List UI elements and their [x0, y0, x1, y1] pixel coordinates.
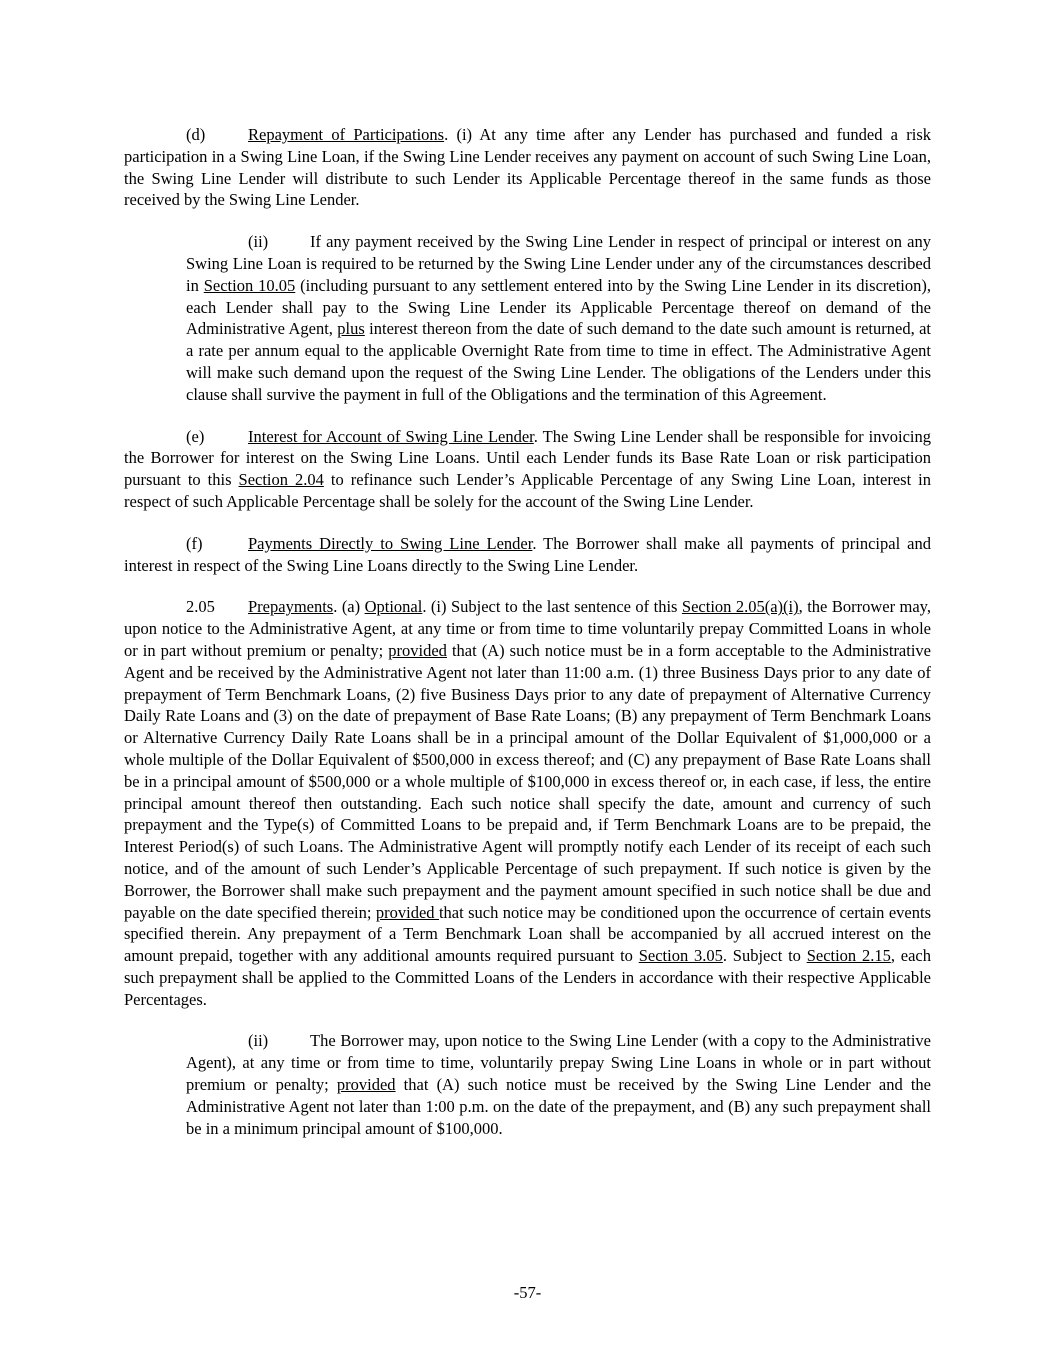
heading-optional: Optional	[364, 597, 423, 617]
paragraph-a-ii: (ii) The Borrower may, upon notice to the Swing Line Lender (with a copy to the Administrative Agent), at any time or from time to time, voluntarily prepay Swing Line Loans in whole or in part without premium or penalty; provided that (A) such notice must be received by the Swing Line Lender and the Administrative Agent not later than 1:00 p.m. on the date of the prepayment, and (B) any such prepayment shall be in a minimum principal amount of $100,000.	[186, 1031, 932, 1138]
section-number: 2.05	[186, 597, 215, 617]
document-body	[124, 124, 931, 1139]
paragraph-d: (d) Repayment of Participations. (i) At any time after any Lender has purchased and funded a risk participation in a Swing Line Loan, if the Swing Line Lender receives any payment on account of such Swing Line Loan, the Swing Line Lender will distribute to such Lender its Applicable Percentage thereof in the same funds as those received by the Swing Line Lender.	[124, 125, 931, 210]
emphasis-term: plus	[337, 319, 365, 339]
paragraph-number: (ii)	[248, 232, 269, 252]
emphasis-term: provided	[375, 902, 439, 922]
paragraph-number: (ii)	[248, 1031, 269, 1051]
emphasis-term: provided	[336, 1075, 396, 1095]
paragraph-number: (f)	[186, 533, 203, 553]
cross-reference: Section 3.05	[638, 946, 723, 966]
heading-payments-directly: Payments Directly to Swing Line Lender	[248, 533, 533, 553]
heading-repayment-of-participations: Repayment of Participations	[248, 125, 445, 144]
cross-reference: Section 2.15	[806, 946, 891, 966]
emphasis-term: provided	[388, 640, 447, 660]
heading-prepayments: Prepayments	[248, 597, 334, 617]
paragraph-e: (e) Interest for Account of Swing Line Lender. The Swing Line Lender shall be responsible for invoicing the Borrower for interest on the Swing Line Loans. Until each Lender funds its Base Rate Loan or risk participation pursuant to this Section 2.04 to refinance such Lender’s Applicable Percentage of any Swing Line Loan, interest in respect of such Applicable Percentage shall be solely for the account of the Swing Line Lender.	[124, 426, 931, 511]
paragraph-number: (d)	[186, 125, 206, 144]
cross-reference: Section 10.05	[203, 275, 296, 295]
cross-reference: Section 2.05(a)(i)	[681, 597, 799, 617]
paragraph-f: (f) Payments Directly to Swing Line Lender. The Borrower shall make all payments of principal and interest in respect of the Swing Line Loans directly to the Swing Line Lender.	[124, 533, 931, 575]
paragraph-number: (e)	[186, 426, 205, 446]
page-number: -57-	[513, 1283, 542, 1302]
heading-interest-for-account: Interest for Account of Swing Line Lender	[248, 426, 534, 446]
section-2-05: 2.05 Prepayments. (a) Optional. (i) Subject to the last sentence of this Section 2.05(a)(i), the Borrower may, upon notice to the Administrative Agent, at any time or from time to time voluntarily prepay Committed Loans in whole or in part without premium or penalty; provided that (A) such notice must be in a form acceptable to the Administrative Agent and be received by the Administrative Agent not later than 11:00 a.m. (1) three Business Days prior to any date of prepayment of Term Benchmark Loans, (2) five Business Days prior to any date of prepayment of Alternative Currency Daily Rate Loans and (3) on the date of prepayment of Base Rate Loans; (B) any prepayment of Term Benchmark Loans or Alternative Currency Daily Rate Loans shall be in a principal amount of the Dollar Equivalent of $1,000,000 or a whole multiple of the Dollar Equivalent of $500,000 in excess thereof; and (C) any prepayment of Base Rate Loans shall be in a principal amount of $500,000 or a whole multiple of $100,000 in excess thereof or, in each case, if less, the entire principal amount thereof then outstanding. Each such notice shall specify the date, amount and currency of such prepayment and the Type(s) of Committed Loans to be prepaid and, if Term Benchmark Loans are to be prepaid, the Interest Period(s) of such Loans. The Administrative Agent will promptly notify each Lender of its receipt of each such notice, and of the amount of such Lender’s Applicable Percentage of such prepayment. If such notice is given by the Borrower, the Borrower shall make such prepayment and the payment amount specified in such notice shall be due and payable on the date specified therein; provided that such notice may be conditioned upon the occurrence of certain events specified therein. Any prepayment of a Term Benchmark Loan shall be accompanied by all accrued interest on the amount prepaid, together with any additional amounts required pursuant to Section 3.05. Subject to Section 2.15, each such prepayment shall be applied to the Committed Loans of the Lenders in accordance with their respective Applicable Percentages.	[124, 597, 932, 1009]
cross-reference: Section 2.04	[238, 470, 324, 490]
paragraph-d-ii: (ii) If any payment received by the Swing Line Lender in respect of principal or interest on any Swing Line Loan is required to be returned by the Swing Line Lender under any of the circumstances described in Section 10.05 (including pursuant to any settlement entered into by the Swing Line Lender in its discretion), each Lender shall pay to the Swing Line Lender its Applicable Percentage thereof on demand of the Administrative Agent, plus interest thereon from the date of such demand to the date such amount is returned, at a rate per annum equal to the applicable Overnight Rate from time to time in effect. The Administrative Agent will make such demand upon the request of the Swing Line Lender. The obligations of the Lenders under this clause shall survive the payment in full of the Obligations and the termination of this Agreement.	[186, 232, 931, 404]
